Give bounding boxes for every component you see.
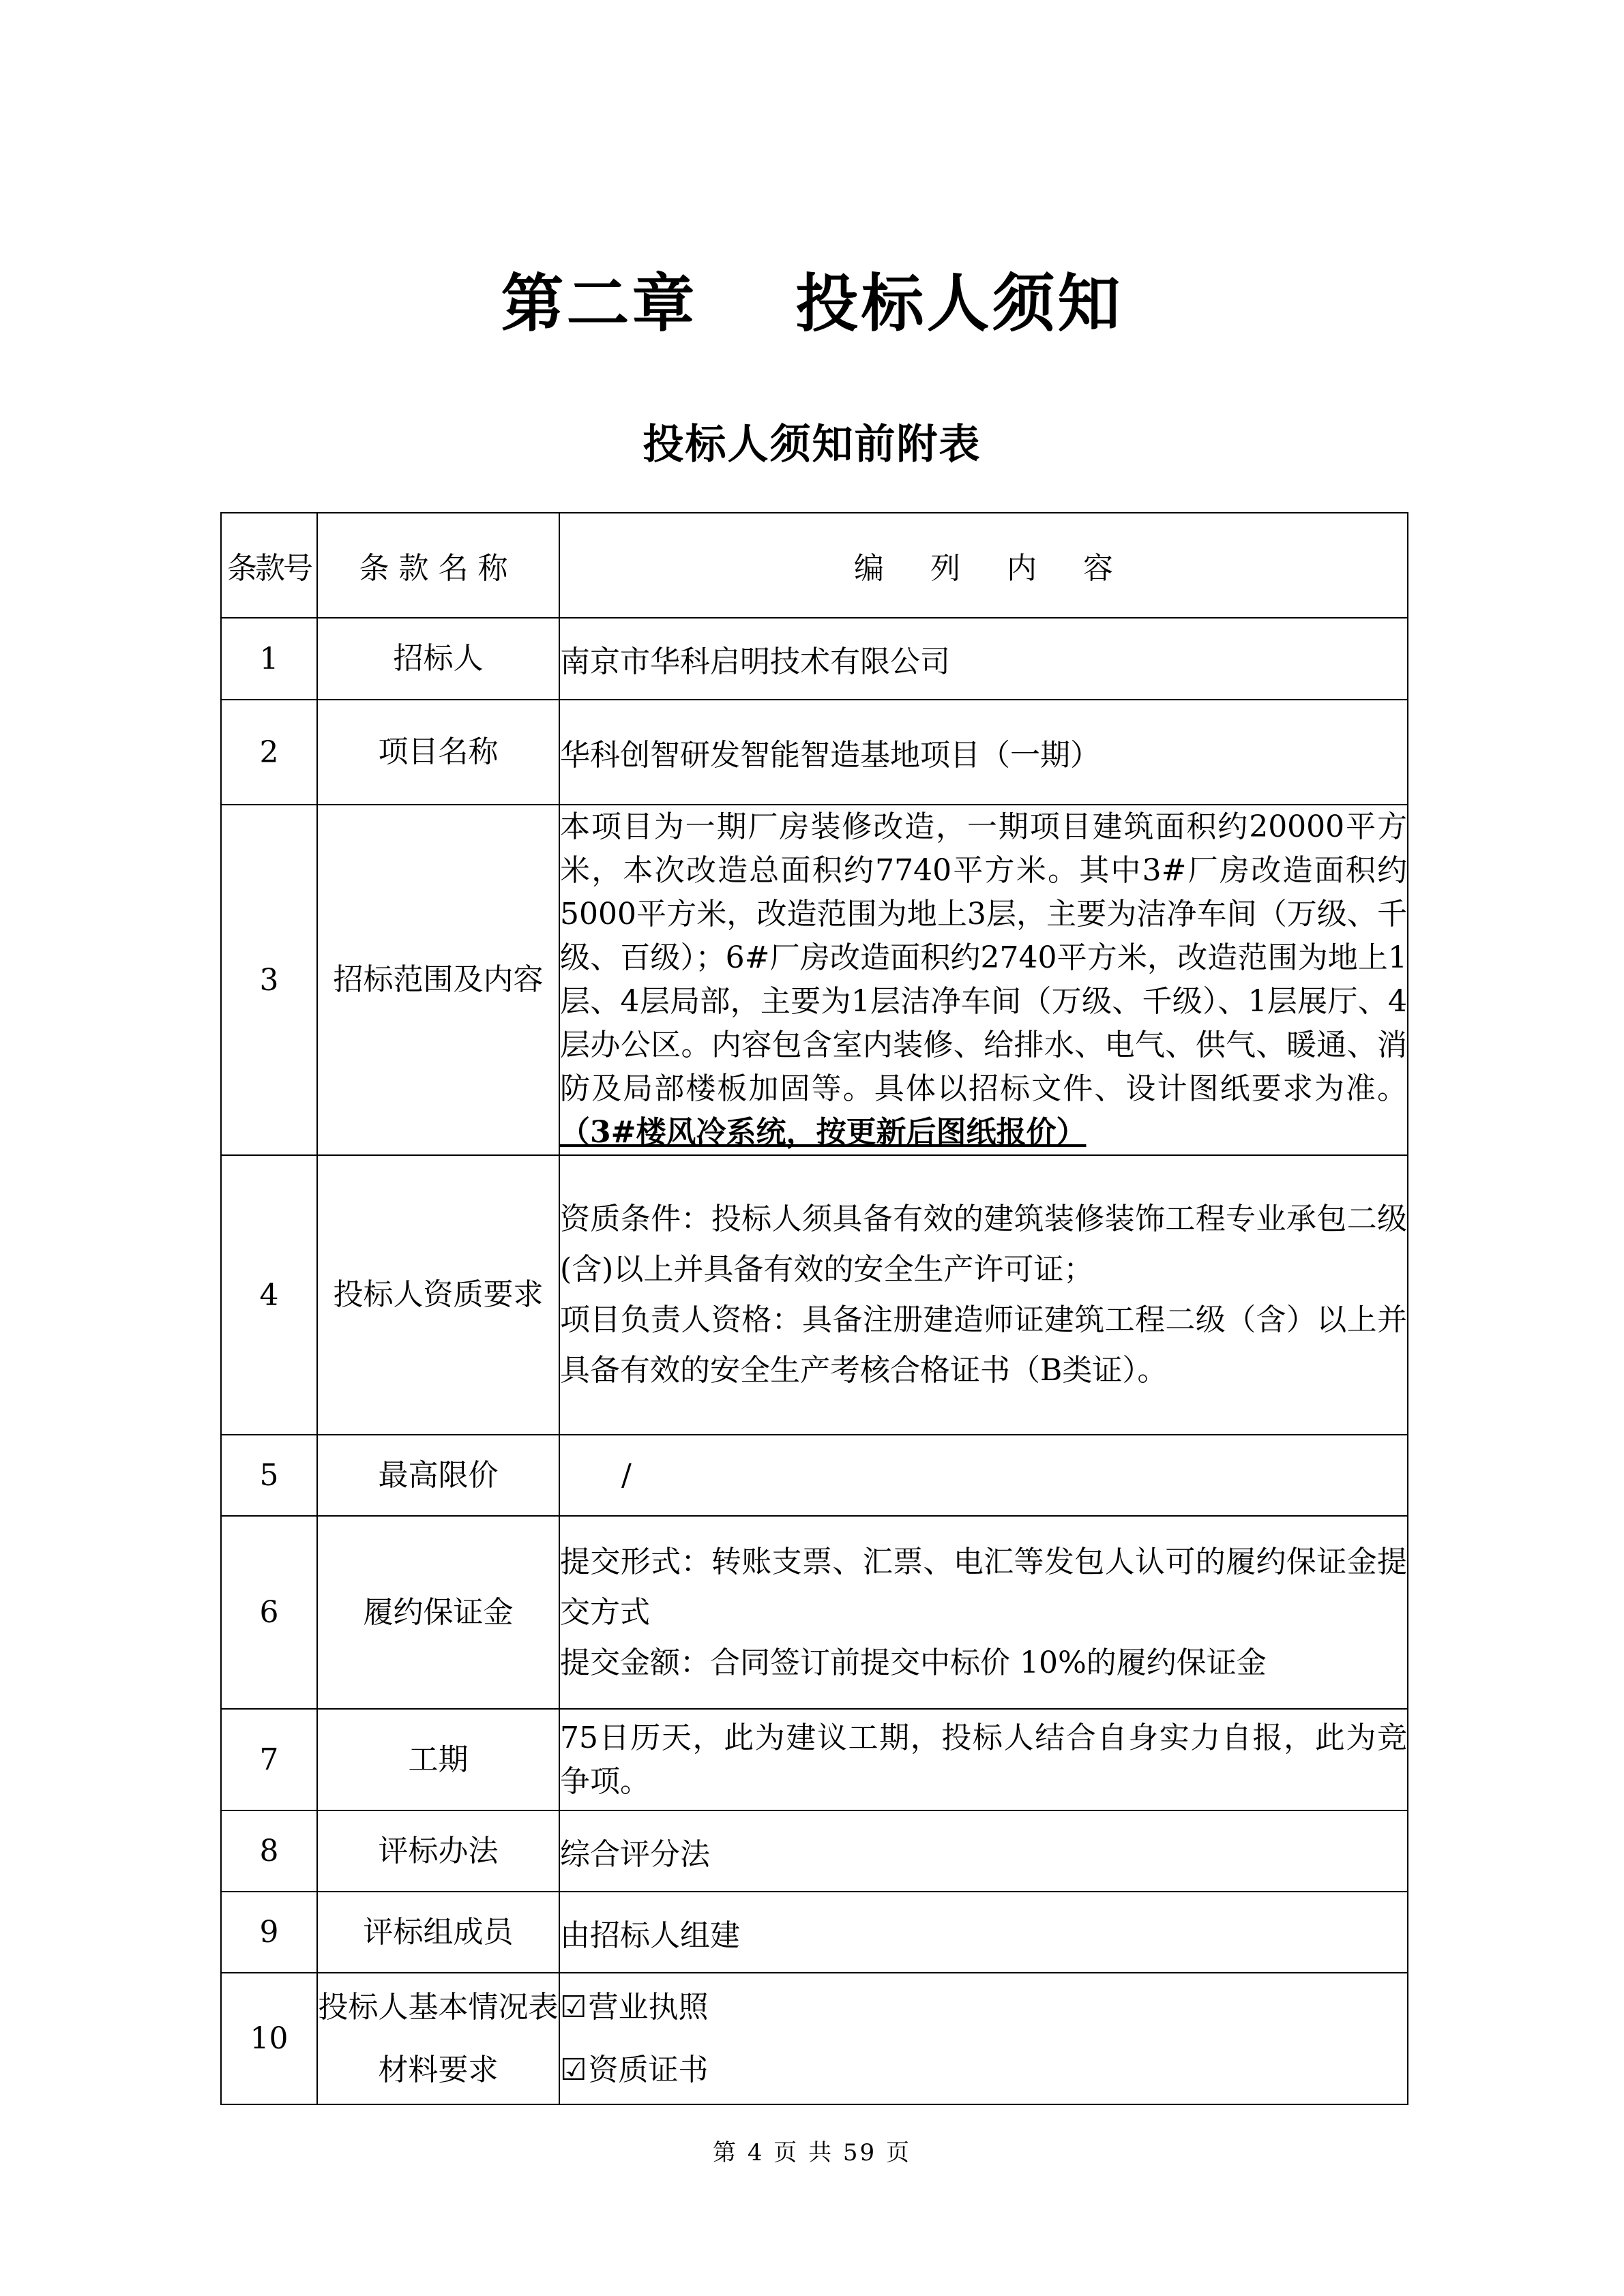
header-content-char: 列 bbox=[930, 551, 960, 586]
row-number: 8 bbox=[221, 1810, 317, 1892]
page-footer: 第 4 页 共 59 页 bbox=[713, 2139, 911, 2166]
row-number: 4 bbox=[221, 1155, 317, 1435]
row-content: 综合评分法 bbox=[559, 1810, 1408, 1892]
checked-box-icon: ☑ bbox=[560, 1989, 587, 2025]
header-content-char: 容 bbox=[1083, 551, 1113, 586]
table-row bbox=[221, 1892, 1408, 1973]
row-number: 6 bbox=[221, 1516, 317, 1709]
row-content bbox=[559, 1435, 1408, 1516]
row-content: 75日历天，此为建议工期，投标人结合自身实力自报，此为竞争项。 bbox=[559, 1709, 1408, 1810]
row-number: 1 bbox=[221, 618, 317, 700]
row-content bbox=[559, 1155, 1408, 1435]
header-clause-name: 条款名称 bbox=[317, 513, 559, 618]
row-content: 南京市华科启明技术有限公司 bbox=[559, 618, 1408, 700]
row-number: 7 bbox=[221, 1709, 317, 1810]
manager-qualification-text: 项目负责人资格：具备注册建造师证建筑工程二级（含）以上并具备有效的安全生产考核合格证书（B类证）。 bbox=[560, 1302, 1407, 1388]
header-content bbox=[559, 513, 1408, 618]
table-row bbox=[221, 805, 1408, 1155]
guarantee-amount-text: 提交金额：合同签订前提交中标价 10%的履约保证金 bbox=[560, 1645, 1267, 1680]
header-clause-no: 条款号 bbox=[221, 513, 317, 618]
row-number: 10 bbox=[221, 1973, 317, 2104]
qualification-text: 资质条件：投标人须具备有效的建筑装修装饰工程专业承包二级(含)以上并具备有效的安全生产许可证； bbox=[560, 1202, 1407, 1287]
row-content bbox=[559, 1516, 1408, 1709]
guarantee-form-text: 提交形式：转账支票、汇票、电汇等发包人认可的履约保证金提交方式 bbox=[560, 1544, 1407, 1630]
row-content: 由招标人组建 bbox=[559, 1892, 1408, 1973]
checklist-item-business-license bbox=[560, 1976, 1407, 2039]
row-name: 招标人 bbox=[317, 618, 559, 700]
checklist-label: 资质证书 bbox=[588, 2052, 709, 2087]
table-row bbox=[221, 618, 1408, 700]
row-name: 招标范围及内容 bbox=[317, 805, 559, 1155]
header-content-char: 编 bbox=[854, 551, 884, 586]
row-number: 2 bbox=[221, 700, 317, 805]
row-name: 投标人资质要求 bbox=[317, 1155, 559, 1435]
row-name: 投标人基本情况表材料要求 bbox=[317, 1973, 559, 2104]
max-price-value: / bbox=[621, 1458, 632, 1493]
table-header-row bbox=[221, 513, 1408, 618]
row-name: 工期 bbox=[317, 1709, 559, 1810]
bidder-notice-table bbox=[220, 512, 1408, 2105]
row-name: 项目名称 bbox=[317, 700, 559, 805]
row-number: 9 bbox=[221, 1892, 317, 1973]
checked-box-icon: ☑ bbox=[560, 2052, 587, 2087]
table-title: 投标人须知前附表 bbox=[643, 421, 981, 468]
row-name: 评标组成员 bbox=[317, 1892, 559, 1973]
header-content-char: 内 bbox=[1007, 551, 1037, 586]
table-row bbox=[221, 1810, 1408, 1892]
row-content bbox=[559, 1973, 1408, 2104]
checklist-item-qualification-cert bbox=[560, 2039, 1407, 2102]
checklist-label: 营业执照 bbox=[588, 1989, 709, 2025]
chapter-title: 第二章 投标人须知 bbox=[501, 267, 1123, 340]
row-number: 5 bbox=[221, 1435, 317, 1516]
row-name: 最高限价 bbox=[317, 1435, 559, 1516]
table-row bbox=[221, 1435, 1408, 1516]
table-row bbox=[221, 1516, 1408, 1709]
row-name: 评标办法 bbox=[317, 1810, 559, 1892]
row-content bbox=[559, 805, 1408, 1155]
row-content: 华科创智研发智能智造基地项目（一期） bbox=[559, 700, 1408, 805]
table-row bbox=[221, 1973, 1408, 2104]
row-name: 履约保证金 bbox=[317, 1516, 559, 1709]
scope-text: 本项目为一期厂房装修改造，一期项目建筑面积约20000平方米，本次改造总面积约7740平方米。其中3#厂房改造面积约5000平方米，改造范围为地上3层，主要为洁净车间（万级、千级、百级）；6#厂房改造面积约2740平方米，改造范围为地上1层、4层局部，主要为1层洁净车间（万级、千级）、1层展厅、4层办公区。内容包含室内装修、给排水、电气、供气、暖通、消防及局部楼板加固等。具体以招标文件、设计图纸要求为准。 bbox=[560, 809, 1407, 1106]
table-row bbox=[221, 1155, 1408, 1435]
table-row bbox=[221, 1709, 1408, 1810]
row-number: 3 bbox=[221, 805, 317, 1155]
table-row bbox=[221, 700, 1408, 805]
scope-emphasis: （3#楼风冷系统，按更新后图纸报价） bbox=[560, 1115, 1087, 1150]
